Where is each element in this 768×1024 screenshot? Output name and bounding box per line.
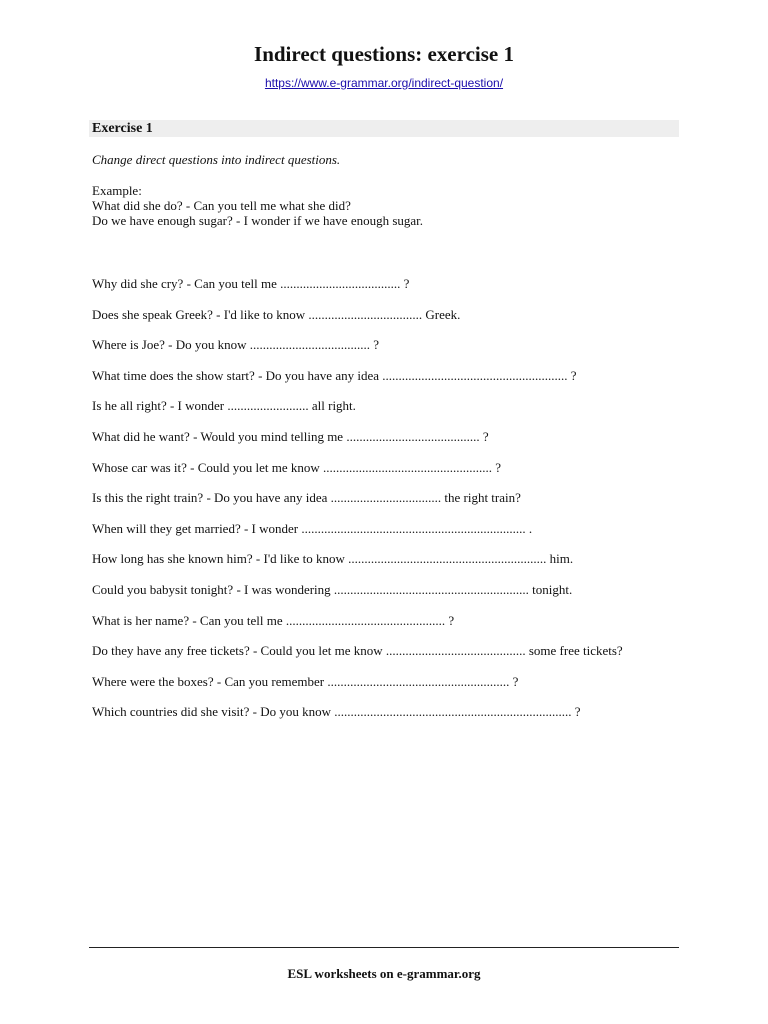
question-item: What time does the show start? - Do you have any idea ......................................................... ? xyxy=(92,367,577,383)
question-item: Is he all right? - I wonder ......................... all right. xyxy=(92,398,356,414)
question-item: Does she speak Greek? - I'd like to know ................................... Greek. xyxy=(92,306,461,322)
exercise-header-label: Exercise 1 xyxy=(92,121,153,136)
question-item: Why did she cry? - Can you tell me ..................................... ? xyxy=(92,276,410,291)
question-item: Whose car was it? - Could you let me know .................................................... ? xyxy=(92,459,502,475)
question-item: What did he want? - Would you mind telling me ......................................... ? xyxy=(92,428,489,444)
question-item: Where were the boxes? - Can you remember ........................................................ ? xyxy=(92,673,519,689)
question-list xyxy=(92,276,623,735)
exercise-instruction: Change direct questions into indirect questions. xyxy=(92,152,341,167)
page-title: Indirect questions: exercise 1 xyxy=(254,42,514,66)
question-item: Could you babysit tonight? - I was wondering ............................................................ tonight. xyxy=(92,581,573,597)
footer-divider xyxy=(89,947,679,948)
question-item: Is this the right train? - Do you have any idea .................................. the right train? xyxy=(92,490,521,506)
exercise-header xyxy=(89,120,679,137)
question-item: Which countries did she visit? - Do you know ......................................................................... ? xyxy=(92,704,581,720)
example-block xyxy=(92,183,423,228)
question-item: How long has she known him? - I'd like to know ............................................................. him. xyxy=(92,551,574,567)
question-item: When will they get married? - I wonder ..................................................................... . xyxy=(92,520,533,536)
question-item: What is her name? - Can you tell me ................................................. ? xyxy=(92,612,455,628)
footer-text: ESL worksheets on e-grammar.org xyxy=(287,966,481,981)
example-line: Do we have enough sugar? - I wonder if we have enough sugar. xyxy=(92,213,424,228)
example-label: Example: xyxy=(92,183,142,198)
example-line: What did she do? - Can you tell me what she did? xyxy=(92,198,351,213)
question-item: Do they have any free tickets? - Could you let me know ........................................... some free tickets? xyxy=(92,643,623,659)
question-item: Where is Joe? - Do you know ..................................... ? xyxy=(92,337,380,353)
source-link[interactable]: https://www.e-grammar.org/indirect-question/ xyxy=(264,76,504,90)
